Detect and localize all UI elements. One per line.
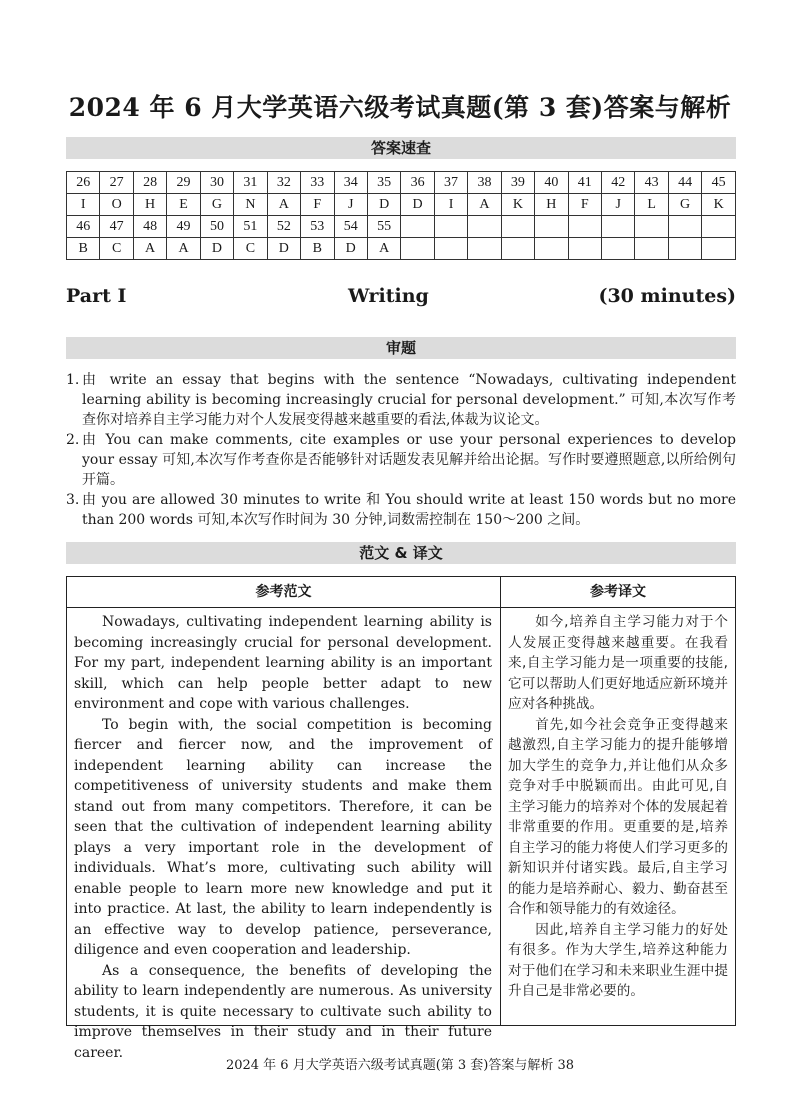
- question-number-cell: 53: [301, 216, 334, 238]
- answer-cell: E: [167, 194, 200, 216]
- question-number-cell: 36: [401, 172, 434, 194]
- question-number-cell: 28: [133, 172, 166, 194]
- question-number-cell: [635, 216, 668, 238]
- answer-cell: [401, 238, 434, 260]
- question-number-cell: 51: [234, 216, 267, 238]
- question-number-cell: [501, 216, 534, 238]
- answer-cell: [501, 238, 534, 260]
- question-number-cell: 49: [167, 216, 200, 238]
- translation-text: [508, 612, 728, 1002]
- part-label: Part Ⅰ: [66, 285, 127, 307]
- question-number-cell: [401, 216, 434, 238]
- translation-paragraph: 因此,培养自主学习能力的好处有很多。作为大学生,培养这种能力对于他们在学习和未来职业生涯中提升自己是非常必要的。: [508, 921, 728, 999]
- answer-cell: G: [200, 194, 233, 216]
- question-number-cell: [702, 216, 736, 238]
- answer-cell: [434, 238, 467, 260]
- answer-cell: K: [702, 194, 736, 216]
- sample-essay-column-title: 参考范文: [255, 584, 312, 600]
- answer-cell: L: [635, 194, 668, 216]
- answer-cell: H: [535, 194, 568, 216]
- question-number-cell: 30: [200, 172, 233, 194]
- point-text: 由 you are allowed 30 minutes to write 和 You should write at least 150 words but no more than 200 words 可知,本次写作时间为 30 分钟,词数需控制在 150～200 之间。: [82, 492, 736, 528]
- question-number-cell: 35: [367, 172, 400, 194]
- answer-cell: F: [568, 194, 601, 216]
- answer-cell: F: [301, 194, 334, 216]
- question-number-cell: 42: [602, 172, 635, 194]
- column-divider: [500, 577, 501, 1025]
- question-number-cell: [468, 216, 501, 238]
- question-number-cell: 45: [702, 172, 736, 194]
- question-number-cell: 29: [167, 172, 200, 194]
- review-point: [66, 430, 736, 490]
- review-point: [66, 490, 736, 530]
- question-number-cell: 43: [635, 172, 668, 194]
- answer-cell: D: [200, 238, 233, 260]
- answer-cell: J: [602, 194, 635, 216]
- question-number-cell: 44: [668, 172, 701, 194]
- question-number-cell: 46: [67, 216, 100, 238]
- answer-cell: A: [167, 238, 200, 260]
- answer-cell: C: [100, 238, 133, 260]
- question-number-cell: 27: [100, 172, 133, 194]
- answer-cell: [668, 238, 701, 260]
- answer-cell: I: [67, 194, 100, 216]
- answer-cell: O: [100, 194, 133, 216]
- question-number-cell: 34: [334, 172, 367, 194]
- answer-cell: D: [267, 238, 300, 260]
- essay-paragraph: Nowadays, cultivating independent learning ability is becoming increasingly crucial for personal development. For my part, independent learning ability is an important skill, which can help people better adapt to new environment and cope with various challenges.: [74, 614, 492, 712]
- question-number-cell: 40: [535, 172, 568, 194]
- answer-cell: I: [434, 194, 467, 216]
- question-number-cell: [602, 216, 635, 238]
- review-points: [66, 370, 736, 530]
- answer-row-letters-2: [67, 238, 736, 260]
- review-heading: 审题: [66, 337, 736, 359]
- point-number: 3.: [66, 492, 80, 508]
- answer-row-letters-1: [67, 194, 736, 216]
- question-number-cell: 31: [234, 172, 267, 194]
- answer-cell: D: [334, 238, 367, 260]
- sample-essay-text: [74, 612, 492, 1063]
- answer-cell: A: [133, 238, 166, 260]
- point-number: 1.: [66, 372, 80, 388]
- question-number-cell: [434, 216, 467, 238]
- translation-column-title: 参考译文: [590, 584, 646, 600]
- answer-cell: D: [367, 194, 400, 216]
- answer-row-numbers-2: [67, 216, 736, 238]
- answer-cell: C: [234, 238, 267, 260]
- question-number-cell: 50: [200, 216, 233, 238]
- translation-paragraph: 如今,培养自主学习能力对于个人发展正变得越来越重要。在我看来,自主学习能力是一项重要的技能,它可以帮助人们更好地适应新环境并应对各种挑战。: [508, 614, 728, 712]
- point-number: 2.: [66, 432, 80, 448]
- answer-cell: J: [334, 194, 367, 216]
- answer-cell: B: [67, 238, 100, 260]
- question-number-cell: [568, 216, 601, 238]
- question-number-cell: 48: [133, 216, 166, 238]
- answer-cell: A: [468, 194, 501, 216]
- answer-cell: D: [401, 194, 434, 216]
- answer-cell: [702, 238, 736, 260]
- essay-paragraph: To begin with, the social competition is becoming fiercer and fiercer now, and the improvement of independent learning ability can increase the competitiveness of university students and make them stand out from many competitors. Therefore, it can be seen that the cultivation of independent learning ability plays a very important role in the development of individuals. What’s more, cultivating such ability will enable people to learn more new knowledge and put it into practice. At last, the ability to learn independently is an effective way to develop patience, perseverance, diligence and even cooperation and leadership.: [74, 716, 492, 958]
- part-time: (30 minutes): [598, 285, 736, 307]
- point-text: 由 write an essay that begins with the sentence “Nowadays, cultivating independent learning ability is becoming increasingly crucial for personal development.” 可知,本次写作考查你对培养自主学习能力对个人发展变得越来越重要的看法,体裁为议论文。: [82, 372, 736, 428]
- answer-key-heading: 答案速查: [66, 137, 736, 159]
- question-number-cell: 55: [367, 216, 400, 238]
- answer-cell: A: [367, 238, 400, 260]
- point-text: 由 You can make comments, cite examples or use your personal experiences to develop your essay 可知,本次写作考查你是否能够针对话题发表见解并给出论据。写作时要遵照题意,以所给例句开篇。: [82, 432, 736, 488]
- answer-row-numbers-1: [67, 172, 736, 194]
- answer-cell: N: [234, 194, 267, 216]
- answer-cell: K: [501, 194, 534, 216]
- translation-paragraph: 首先,如今社会竞争正变得越来越激烈,自主学习能力的提升能够增加大学生的竞争力,并让他们从众多竞争对手中脱颖而出。由此可见,自主学习能力的培养对个体的发展起着非常重要的作用。更重要的是,培养自主学习的能力将使人们学习更多的新知识并付诸实践。最后,自主学习的能力是培养耐心、毅力、勤奋甚至合作和领导能力的有效途径。: [508, 716, 728, 917]
- question-number-cell: 39: [501, 172, 534, 194]
- answer-cell: [568, 238, 601, 260]
- part-header: [66, 285, 736, 313]
- review-point: [66, 370, 736, 430]
- part-name: Writing: [348, 285, 429, 307]
- answer-cell: A: [267, 194, 300, 216]
- answer-table: [66, 171, 736, 260]
- question-number-cell: 38: [468, 172, 501, 194]
- page-title: 2024 年 6 月大学英语六级考试真题(第 3 套)答案与解析: [68, 93, 732, 122]
- sample-heading: 范文 & 译文: [66, 542, 736, 564]
- answer-cell: G: [668, 194, 701, 216]
- answer-cell: B: [301, 238, 334, 260]
- answer-cell: [602, 238, 635, 260]
- essay-table-header: [67, 577, 735, 608]
- essay-table: [66, 576, 736, 1061]
- question-number-cell: 54: [334, 216, 367, 238]
- essay-paragraph: As a consequence, the benefits of developing the ability to learn independently are numerous. As university students, it is quite necessary to cultivate such ability to improve themselves in their study and in their future career.: [74, 962, 492, 1061]
- answer-cell: [535, 238, 568, 260]
- question-number-cell: 47: [100, 216, 133, 238]
- answer-cell: [468, 238, 501, 260]
- question-number-cell: 41: [568, 172, 601, 194]
- question-number-cell: 26: [67, 172, 100, 194]
- question-number-cell: 37: [434, 172, 467, 194]
- page-footer: 2024 年 6 月大学英语六级考试真题(第 3 套)答案与解析 38: [225, 1058, 575, 1073]
- question-number-cell: [668, 216, 701, 238]
- answer-cell: [635, 238, 668, 260]
- question-number-cell: 52: [267, 216, 300, 238]
- question-number-cell: 33: [301, 172, 334, 194]
- answer-cell: H: [133, 194, 166, 216]
- question-number-cell: 32: [267, 172, 300, 194]
- question-number-cell: [535, 216, 568, 238]
